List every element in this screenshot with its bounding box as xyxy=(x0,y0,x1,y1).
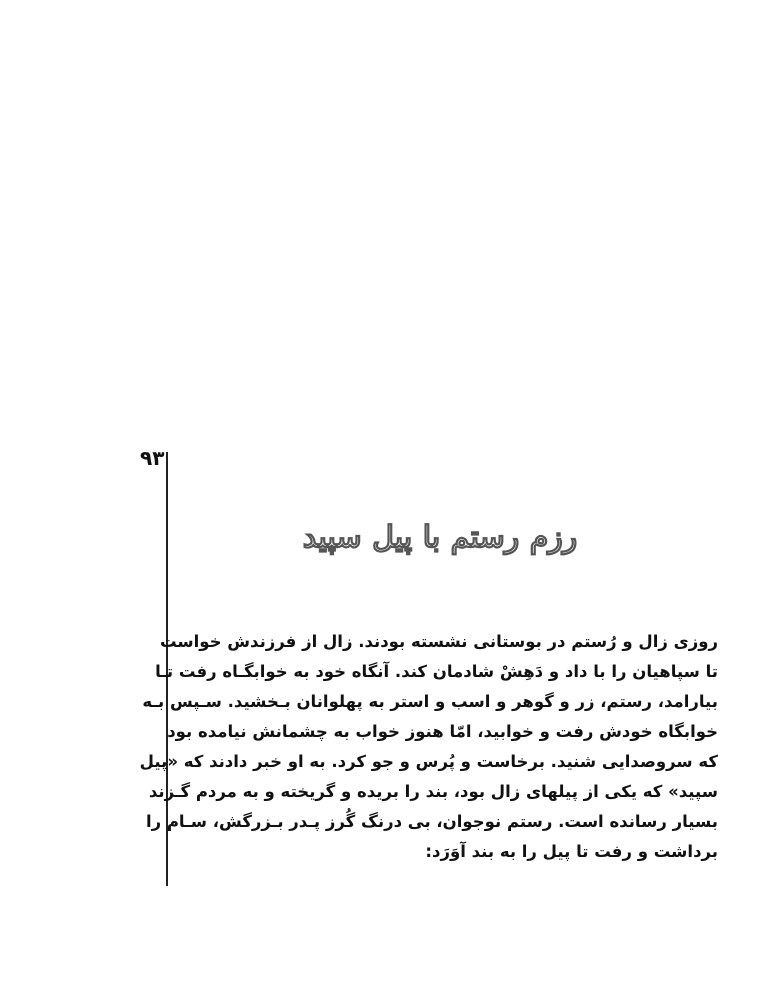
body-line: روزی زال و رُستم در بوستانی نشسته بودند. زال از فرزندش خواست xyxy=(159,632,718,651)
chapter-title: رزم رستم با پیل سپید xyxy=(302,520,578,555)
body-line: خوابگاه خودش رفت و خوابید، امّا هنوز خواب به چشمانش نیامده بود xyxy=(167,722,718,741)
body-text xyxy=(139,627,718,867)
body-line: که سروصدایی شنید. برخاست و پُرس و جو کرد. به او خبر دادند که «پیل xyxy=(139,752,718,771)
body-line: بیارامد، رستم، زر و گوهر و اسب و استر به پهلوانان بـخشید. سـپس بـه xyxy=(142,692,718,711)
page-number: ۹۳ xyxy=(140,446,165,470)
body-line: برداشت و رفت تا پیل را به بند آوَرَد: xyxy=(425,842,718,861)
body-line: تا سپاهیان را با داد و دَهِشْ شادمان کند. آنگاه خود به خوابگـاه رفت تـا xyxy=(155,662,718,681)
body-line: بسیار رسانده است. رستم نوجوان، بی درنگ گُرز پـدر بـزرگش، سـام را xyxy=(145,812,718,831)
body-line: سپید» که یکی از پیلهای زال بود، بند را بریده و گریخته و به مردم گـزند xyxy=(148,782,718,801)
